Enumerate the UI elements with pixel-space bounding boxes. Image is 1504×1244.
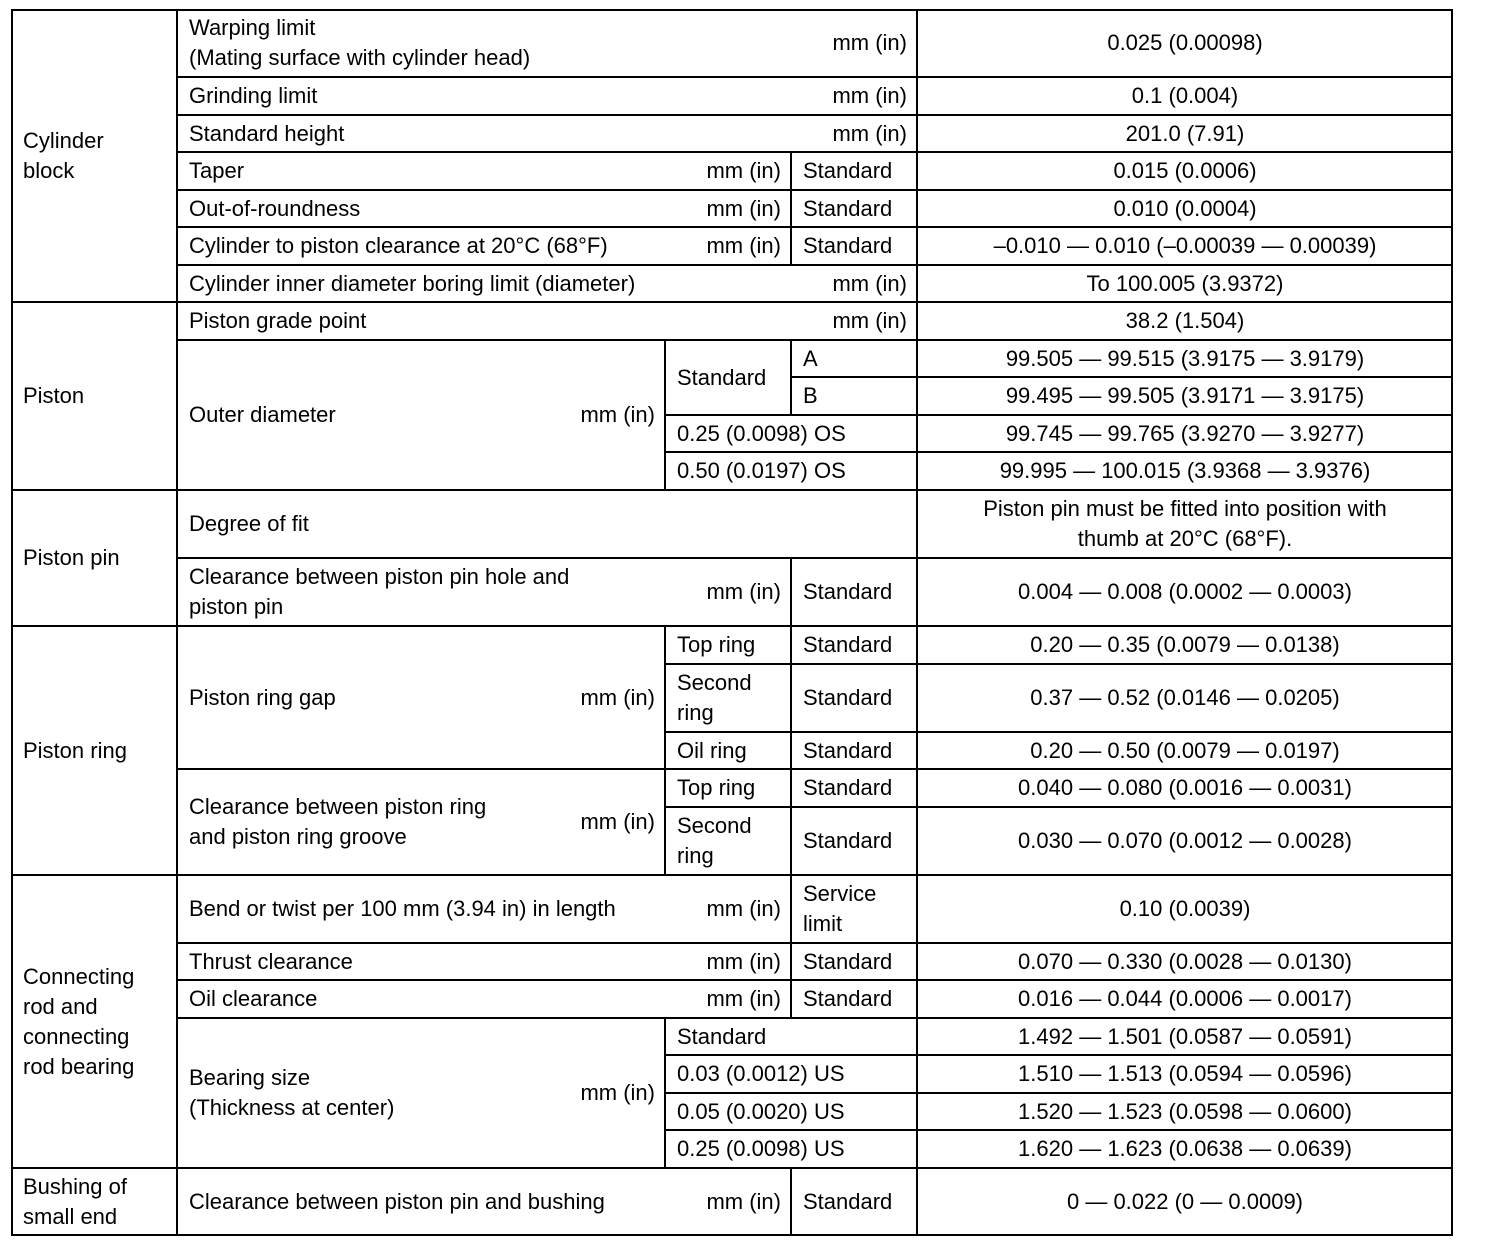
- unit-label: mm (in): [580, 684, 655, 710]
- unit-label: mm (in): [706, 233, 781, 258]
- boring-limit-value: To 100.005 (3.9372): [1086, 270, 1284, 296]
- column-divider: [664, 340, 666, 490]
- gap-top-ring-value: 0.20 — 0.35 (0.0079 — 0.0138): [1030, 632, 1340, 657]
- oversize-025: 0.25 (0.0098) OS: [677, 420, 846, 446]
- bearing-standard-value: 1.492 — 1.501 (0.0587 — 0.0591): [1018, 1023, 1352, 1049]
- row-divider: [177, 942, 1453, 944]
- gap-second-ring-value: 0.37 — 0.52 (0.0146 — 0.0205): [1030, 685, 1340, 710]
- row-divider: [177, 339, 1453, 341]
- row-divider: [665, 1092, 1453, 1094]
- unit-label: mm (in): [706, 195, 781, 221]
- row-divider: [11, 1167, 1453, 1169]
- unit-label: mm (in): [832, 270, 907, 296]
- column-divider: [176, 9, 178, 1235]
- section-connecting-rod: Connecting rod and connecting rod bearing: [23, 963, 135, 1079]
- row-divider: [11, 301, 1453, 303]
- grade-a: A: [803, 345, 818, 371]
- unit-label: mm (in): [706, 579, 781, 604]
- cylinder-piston-clearance-label: Cylinder to piston clearance at 20°C (68°F): [189, 233, 608, 258]
- bearing-size-label: Bearing size (Thickness at center): [189, 1065, 395, 1120]
- column-divider: [790, 875, 792, 1018]
- bearing-us-005: 0.05 (0.0020) US: [677, 1098, 845, 1124]
- degree-of-fit-value: Piston pin must be fitted into position with thumb at 20°C (68°F).: [983, 496, 1387, 551]
- unit-label: mm (in): [706, 1188, 781, 1214]
- oil-clearance-condition: Standard: [803, 986, 893, 1011]
- row-divider: [177, 979, 1453, 981]
- column-divider: [664, 1018, 666, 1168]
- row-divider: [665, 806, 1453, 808]
- service-data-table: [11, 9, 1453, 1235]
- standard-height-label: Standard height: [189, 120, 345, 146]
- standard-height-value: 201.0 (7.91): [1125, 120, 1245, 146]
- unit-label: mm (in): [580, 809, 655, 834]
- unit-label: mm (in): [580, 1080, 655, 1105]
- bend-twist-value: 0.10 (0.0039): [1119, 896, 1251, 921]
- unit-label: mm (in): [706, 948, 781, 974]
- unit-label: mm (in): [580, 402, 655, 427]
- thrust-clearance-label: Thrust clearance: [189, 948, 353, 974]
- row-divider: [177, 114, 1453, 116]
- row-divider: [791, 376, 1453, 378]
- section-cylinder-block: Cylinder block: [23, 127, 104, 183]
- outer-diameter-standard: Standard: [677, 364, 767, 390]
- row-divider: [177, 226, 1453, 228]
- taper-label: Taper: [189, 158, 245, 183]
- column-divider: [916, 9, 918, 1235]
- outer-diameter-label: Outer diameter: [189, 402, 336, 427]
- warping-limit-label: Warping limit (Mating surface with cylinder head): [189, 15, 531, 70]
- warping-limit-value: 0.025 (0.00098): [1107, 30, 1263, 55]
- boring-limit-label: Cylinder inner diameter boring limit (diameter): [189, 270, 636, 296]
- grade-a-value: 99.505 — 99.515 (3.9175 — 3.9179): [1005, 345, 1365, 371]
- bushing-clearance-condition: Standard: [803, 1188, 893, 1214]
- bushing-clearance-label: Clearance between piston pin and bushing: [189, 1188, 605, 1214]
- taper-condition: Standard: [803, 158, 893, 183]
- section-piston-ring: Piston ring: [23, 737, 127, 763]
- gap-top-ring: Top ring: [677, 632, 756, 657]
- cylinder-piston-clearance-value: –0.010 — 0.010 (–0.00039 — 0.00039): [993, 233, 1377, 258]
- thrust-clearance-condition: Standard: [803, 948, 893, 974]
- gap-oil-ring-condition: Standard: [803, 737, 893, 763]
- oversize-050: 0.50 (0.0197) OS: [677, 458, 846, 483]
- gap-oil-ring: Oil ring: [677, 737, 747, 763]
- row-divider: [665, 731, 1453, 733]
- row-divider: [177, 264, 1453, 266]
- row-divider: [177, 1017, 1453, 1019]
- thrust-clearance-value: 0.070 — 0.330 (0.0028 — 0.0130): [1018, 948, 1352, 974]
- grade-b: B: [803, 383, 818, 408]
- row-divider: [11, 625, 1453, 627]
- groove-second-ring-value: 0.030 — 0.070 (0.0012 — 0.0028): [1018, 828, 1352, 853]
- out-of-roundness-value: 0.010 (0.0004): [1113, 195, 1257, 221]
- bearing-us-025-value: 1.620 — 1.623 (0.0638 — 0.0639): [1018, 1136, 1352, 1161]
- gap-second-ring: Second ring: [677, 670, 752, 725]
- bend-twist-label: Bend or twist per 100 mm (3.94 in) in length: [189, 896, 616, 921]
- column-divider: [790, 558, 792, 626]
- pin-hole-clearance-value: 0.004 — 0.008 (0.0002 — 0.0003): [1018, 579, 1352, 604]
- cylinder-piston-clearance-condition: Standard: [803, 233, 893, 258]
- row-divider: [665, 1129, 1453, 1131]
- gap-top-ring-condition: Standard: [803, 632, 893, 657]
- column-divider: [790, 1168, 792, 1235]
- row-divider: [665, 414, 1453, 416]
- groove-top-ring-condition: Standard: [803, 775, 893, 800]
- row-divider: [177, 76, 1453, 78]
- section-piston-pin: Piston pin: [23, 545, 120, 570]
- gap-second-ring-condition: Standard: [803, 685, 893, 710]
- bearing-us-025: 0.25 (0.0098) US: [677, 1136, 845, 1161]
- oversize-025-value: 99.745 — 99.765 (3.9270 — 3.9277): [1005, 420, 1365, 446]
- bushing-clearance-value: 0 — 0.022 (0 — 0.0009): [1066, 1188, 1304, 1214]
- oil-clearance-label: Oil clearance: [189, 986, 318, 1011]
- oil-clearance-value: 0.016 — 0.044 (0.0006 — 0.0017): [1018, 986, 1352, 1011]
- row-divider: [11, 489, 1453, 491]
- piston-grade-value: 38.2 (1.504): [1125, 308, 1245, 333]
- section-piston: Piston: [23, 383, 85, 408]
- taper-value: 0.015 (0.0006): [1113, 158, 1257, 183]
- row-divider: [177, 189, 1453, 191]
- grinding-limit-value: 0.1 (0.004): [1131, 83, 1239, 108]
- groove-second-ring-condition: Standard: [803, 828, 893, 853]
- row-divider: [665, 451, 1453, 453]
- ring-groove-clearance-label: Clearance between piston ring and piston ring groove: [189, 794, 487, 849]
- oversize-050-value: 99.995 — 100.015 (3.9368 — 3.9376): [999, 458, 1371, 483]
- bearing-us-003-value: 1.510 — 1.513 (0.0594 — 0.0596): [1018, 1061, 1352, 1086]
- row-divider: [11, 874, 1453, 876]
- column-divider: [664, 626, 666, 875]
- out-of-roundness-condition: Standard: [803, 195, 893, 221]
- table-border: [11, 9, 1453, 11]
- row-divider: [665, 663, 1453, 665]
- section-bushing: Bushing of small end: [23, 1173, 127, 1229]
- bearing-standard: Standard: [677, 1023, 767, 1049]
- bearing-us-005-value: 1.520 — 1.523 (0.0598 — 0.0600): [1018, 1098, 1352, 1124]
- column-divider: [790, 340, 792, 415]
- table-border: [11, 1234, 1453, 1236]
- table-border: [1451, 9, 1453, 1235]
- bearing-us-003: 0.03 (0.0012) US: [677, 1061, 845, 1086]
- ring-gap-label: Piston ring gap: [189, 684, 336, 710]
- grinding-limit-label: Grinding limit: [189, 83, 318, 108]
- column-divider: [790, 626, 792, 875]
- unit-label: mm (in): [706, 986, 781, 1011]
- pin-hole-clearance-condition: Standard: [803, 579, 893, 604]
- groove-top-ring-value: 0.040 — 0.080 (0.0016 — 0.0031): [1018, 775, 1352, 800]
- unit-label: mm (in): [832, 30, 907, 55]
- unit-label: mm (in): [706, 158, 781, 183]
- piston-grade-label: Piston grade point: [189, 308, 367, 333]
- row-divider: [177, 151, 1453, 153]
- groove-top-ring: Top ring: [677, 775, 756, 800]
- gap-oil-ring-value: 0.20 — 0.50 (0.0079 — 0.0197): [1030, 737, 1340, 763]
- unit-label: mm (in): [832, 120, 907, 146]
- groove-second-ring: Second ring: [677, 813, 752, 868]
- row-divider: [177, 768, 1453, 770]
- out-of-roundness-label: Out-of-roundness: [189, 195, 361, 221]
- degree-of-fit-label: Degree of fit: [189, 511, 309, 536]
- row-divider: [177, 557, 1453, 559]
- row-divider: [665, 1054, 1453, 1056]
- bend-twist-condition: Service limit: [803, 881, 877, 936]
- unit-label: mm (in): [832, 308, 907, 333]
- unit-label: mm (in): [832, 83, 907, 108]
- unit-label: mm (in): [706, 896, 781, 921]
- grade-b-value: 99.495 — 99.505 (3.9171 — 3.9175): [1005, 383, 1365, 408]
- table-border: [11, 9, 13, 1235]
- pin-hole-clearance-label: Clearance between piston pin hole and piston pin: [189, 564, 570, 619]
- column-divider: [790, 152, 792, 265]
